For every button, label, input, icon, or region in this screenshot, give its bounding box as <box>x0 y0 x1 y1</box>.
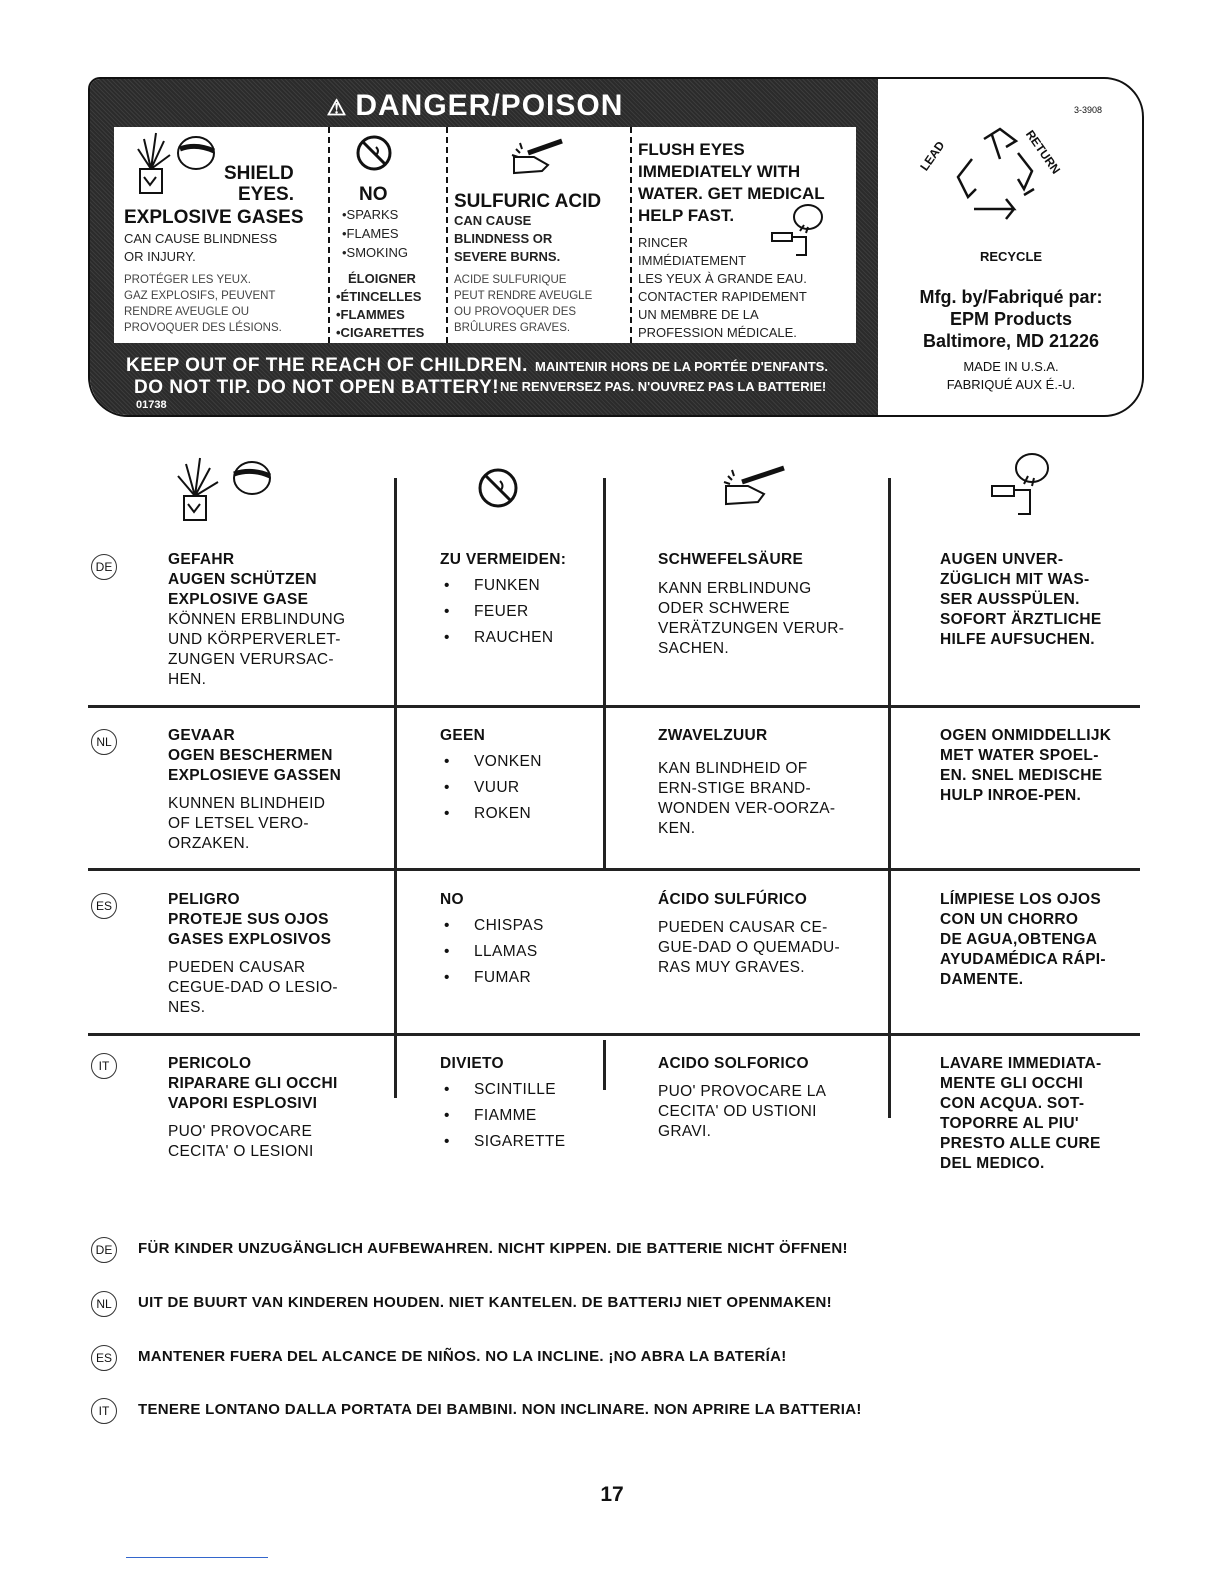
acid-hand-icon <box>508 135 568 177</box>
es-c4-4: AYUDAMÉDICA RÁPI- <box>940 951 1106 968</box>
column-divider <box>888 478 891 1118</box>
col3-l1: CAN CAUSE <box>454 213 532 228</box>
keep-out-text: KEEP OUT OF THE REACH OF CHILDREN. <box>126 355 528 376</box>
do-not-tip-text: DO NOT TIP. DO NOT OPEN BATTERY! <box>134 377 500 398</box>
recycle-icon <box>948 119 1048 239</box>
it-c1-bold-2: RIPARARE GLI OCCHI <box>168 1075 338 1092</box>
col2-fr4: •CIGARETTES <box>336 325 425 340</box>
col2-l1: •SPARKS <box>342 207 399 222</box>
it-c4-6: DEL MEDICO. <box>940 1155 1045 1172</box>
es-c1-bold-3: GASES EXPLOSIVOS <box>168 931 332 948</box>
nl-c2-head: GEEN <box>440 727 486 744</box>
es-c2-head: NO <box>440 891 464 908</box>
nl-c4-1: OGEN ONMIDDELLIJK <box>940 727 1112 744</box>
it-c1-1: PUO' PROVOCARE <box>168 1123 313 1140</box>
footer-rule <box>126 1557 268 1558</box>
lang-badge-es: ES <box>91 893 117 919</box>
de-c1-2: UND KÖRPERVERLET- <box>168 631 341 648</box>
mfg-line2: EPM Products <box>949 309 1073 329</box>
lang-badge-es: ES <box>91 1345 117 1371</box>
col1-fr4: PROVOQUER DES LÉSIONS. <box>124 322 282 334</box>
it-c2-head: DIVIETO <box>440 1055 504 1072</box>
col3-fr3: OU PROVOQUER DES <box>454 306 577 318</box>
es-c4-2: CON UN CHORRO <box>940 911 1079 928</box>
label-hazard-panel <box>114 127 856 343</box>
nl-c1-bold-3: EXPLOSIEVE GASSEN <box>168 767 342 784</box>
return-text: RETURN <box>1022 127 1064 177</box>
nl-c1-3: ORZAKEN. <box>168 835 250 852</box>
it-c4-3: CON ACQUA. SOT- <box>940 1095 1085 1112</box>
it-c4-5: PRESTO ALLE CURE <box>940 1135 1101 1152</box>
list-item: • ROKEN <box>440 801 542 827</box>
battery-warning-label <box>88 77 1144 417</box>
col4-fr3: LES YEUX À GRANDE EAU. <box>638 271 807 286</box>
lang-badge-de: DE <box>91 1237 117 1263</box>
nl-c3-3: WONDEN VER-OORZA- <box>658 800 836 817</box>
nl-c1-1: KUNNEN BLINDHEID <box>168 795 326 812</box>
no-heading: NO <box>359 184 388 205</box>
col1-fr1: PROTÉGER LES YEUX. <box>124 274 251 286</box>
nl-c3-4: KEN. <box>658 820 696 837</box>
de-c3-4: SACHEN. <box>658 640 730 657</box>
de-c2-head: ZU VERMEIDEN: <box>440 551 567 568</box>
nl-c1-bold-2: OGEN BESCHERMEN <box>168 747 333 764</box>
list-item: • FEUER <box>440 599 553 625</box>
page-number: 17 <box>600 1483 624 1506</box>
nl-c4-4: HULP INROE-PEN. <box>940 787 1082 804</box>
acid-hand-icon <box>720 460 790 510</box>
es-c4-5: DAMENTE. <box>940 971 1024 988</box>
de-c2-list <box>440 573 553 651</box>
list-item: • RAUCHEN <box>440 625 553 651</box>
lang-badge-it: IT <box>91 1398 117 1424</box>
lang-badge-nl: NL <box>91 1291 117 1317</box>
nl-c4-3: EN. SNEL MEDISCHE <box>940 767 1103 784</box>
it-c3-head: ACIDO SOLFORICO <box>658 1055 809 1072</box>
de-c4-2: ZÜGLICH MIT WAS- <box>940 571 1090 588</box>
nl-c3-1: KAN BLINDHEID OF <box>658 760 808 777</box>
de-c3-2: ODER SCHWERE <box>658 600 790 617</box>
es-c1-bold-1: PELIGRO <box>168 891 240 908</box>
col3-fr2: PEUT RENDRE AVEUGLE <box>454 290 593 302</box>
col4-fr2: IMMÉDIATEMENT <box>638 253 747 268</box>
it-c4-4: TOPORRE AL PIU' <box>940 1115 1079 1132</box>
list-item: • VONKEN <box>440 749 542 775</box>
col2-l2: •FLAMES <box>342 226 399 241</box>
col4-l1: FLUSH EYES <box>638 140 745 159</box>
es-c4-1: LÍMPIESE LOS OJOS <box>940 891 1101 908</box>
lang-badge-nl: NL <box>91 729 117 755</box>
eyewash-faucet-icon <box>764 203 834 263</box>
lang-badge-de: DE <box>91 554 117 580</box>
shield-heading: SHIELD <box>224 163 294 184</box>
nl-c1-2: OF LETSEL VERO- <box>168 815 309 832</box>
col4-fr1: RINCER <box>638 235 688 250</box>
col4-fr6: PROFESSION MÉDICALE. <box>638 325 797 340</box>
col4-l3: WATER. GET MEDICAL <box>638 184 825 203</box>
col3-l3: SEVERE BURNS. <box>454 249 561 264</box>
es-c4-3: DE AGUA,OBTENGA <box>940 931 1098 948</box>
column-divider <box>603 478 606 868</box>
col1-en-body2: OR INJURY. <box>124 249 196 264</box>
lead-text: LEAD <box>917 138 948 174</box>
made-in-usa: MADE IN U.S.A. <box>963 359 1059 374</box>
label-divider <box>328 127 330 343</box>
footer-warning-es: MANTENER FUERA DEL ALCANCE DE NIÑOS. NO LA INCLINE. ¡NO ABRA LA BATERÍA! <box>138 1348 787 1365</box>
it-c1-2: CECITA' O LESIONI <box>168 1143 314 1160</box>
made-in-usa-fr: FABRIQUÉ AUX É.-U. <box>946 377 1076 392</box>
sulfuric-acid-heading: SULFURIC ACID <box>454 191 602 212</box>
it-c2-list <box>440 1077 565 1155</box>
de-c1-bold-3: EXPLOSIVE GASE <box>168 591 309 608</box>
nl-c4-2: MET WATER SPOEL- <box>940 747 1099 764</box>
list-item: • LLAMAS <box>440 939 544 965</box>
col3-fr1: ACIDE SULFURIQUE <box>454 274 567 286</box>
de-c4-4: SOFORT ÄRZTLICHE <box>940 611 1102 628</box>
explosion-goggles-icon <box>172 452 282 524</box>
col2-fr2: •ÉTINCELLES <box>336 289 422 304</box>
it-c1-bold-3: VAPORI ESPLOSIVI <box>168 1095 318 1112</box>
list-item: • VUUR <box>440 775 542 801</box>
col2-fr1: ÉLOIGNER <box>348 271 416 286</box>
de-c1-bold-2: AUGEN SCHÜTZEN <box>168 571 317 588</box>
list-item: • SCINTILLE <box>440 1077 565 1103</box>
row-divider <box>88 705 1140 708</box>
es-c2-list <box>440 913 544 991</box>
list-item: • FUMAR <box>440 965 544 991</box>
row-divider <box>88 1033 1140 1036</box>
row-divider <box>88 868 1140 871</box>
de-c4-3: SER AUSSPÜLEN. <box>940 591 1080 608</box>
es-c1-3: NES. <box>168 999 206 1016</box>
list-item: • SIGARETTE <box>440 1129 565 1155</box>
warning-triangle-icon: ⚠ <box>326 95 348 120</box>
keep-out-text-fr: MAINTENIR HORS DE LA PORTÉE D'ENFANTS. <box>535 359 828 374</box>
eyewash-faucet-icon <box>986 450 1066 526</box>
nl-c2-list <box>440 749 542 827</box>
column-divider <box>394 478 397 1098</box>
mfg-line1: Mfg. by/Fabriqué par: <box>919 287 1103 307</box>
it-c4-2: MENTE GLI OCCHI <box>940 1075 1084 1092</box>
no-smoking-icon <box>476 466 520 510</box>
col4-fr4: CONTACTER RAPIDEMENT <box>638 289 807 304</box>
col3-l2: BLINDNESS OR <box>454 231 553 246</box>
it-c3-3: GRAVI. <box>658 1123 712 1140</box>
col4-fr5: UN MEMBRE DE LA <box>638 307 759 322</box>
col4-l4: HELP FAST. <box>638 206 735 225</box>
mfg-line3: Baltimore, MD 21226 <box>922 331 1100 351</box>
es-c1-2: CEGUE-DAD O LESIO- <box>168 979 338 996</box>
footer-warning-nl: UIT DE BUURT VAN KINDEREN HOUDEN. NIET KANTELEN. DE BATTERIJ NIET OPENMAKEN! <box>138 1294 832 1311</box>
eyes-heading: EYES. <box>238 184 294 205</box>
explosion-goggles-icon <box>134 127 224 197</box>
label-title <box>260 89 690 123</box>
es-c3-1: PUEDEN CAUSAR CE- <box>658 919 828 936</box>
explosive-gases-heading: EXPLOSIVE GASES <box>124 207 304 228</box>
no-smoking-icon <box>354 133 394 173</box>
de-c1-bold-1: GEFAHR <box>168 551 235 568</box>
de-c4-5: HILFE AUFSUCHEN. <box>940 631 1095 648</box>
col3-fr4: BRÛLURES GRAVES. <box>454 322 571 334</box>
col1-fr3: RENDRE AVEUGLE OU <box>124 306 250 318</box>
label-dark-panel <box>90 79 878 415</box>
es-c3-2: GUE-DAD O QUEMADU- <box>658 939 840 956</box>
es-c1-bold-2: PROTEJE SUS OJOS <box>168 911 329 928</box>
col2-l3: •SMOKING <box>342 245 408 260</box>
nl-c3-2: ERN-STIGE BRAND- <box>658 780 811 797</box>
es-c3-head: ÁCIDO SULFÚRICO <box>658 891 808 908</box>
col1-en-body1: CAN CAUSE BLINDNESS <box>124 231 278 246</box>
de-c1-1: KÖNNEN ERBLINDUNG <box>168 611 346 628</box>
de-c1-4: HEN. <box>168 671 207 688</box>
list-item: • FIAMME <box>440 1103 565 1129</box>
it-c1-bold-1: PERICOLO <box>168 1055 252 1072</box>
de-c3-head: SCHWEFELSÄURE <box>658 551 804 568</box>
it-c4-1: LAVARE IMMEDIATA- <box>940 1055 1102 1072</box>
col2-fr3: •FLAMMES <box>336 307 405 322</box>
col1-fr2: GAZ EXPLOSIFS, PEUVENT <box>124 290 276 302</box>
list-item: • FUNKEN <box>440 573 553 599</box>
de-c3-1: KANN ERBLINDUNG <box>658 580 812 597</box>
column-divider <box>603 1040 606 1090</box>
label-title-text: DANGER/POISON <box>355 89 624 122</box>
de-c4-1: AUGEN UNVER- <box>940 551 1064 568</box>
footer-warning-it: TENERE LONTANO DALLA PORTATA DEI BAMBINI. NON INCLINARE. NON APRIRE LA BATTERIA! <box>138 1401 862 1418</box>
col4-l2: IMMEDIATELY WITH <box>638 162 801 181</box>
do-not-tip-text-fr: NE RENVERSEZ PAS. N'OUVREZ PAS LA BATTERIE! <box>500 379 827 394</box>
nl-c3-head: ZWAVELZUUR <box>658 727 768 744</box>
nl-c1-bold-1: GEVAAR <box>168 727 235 744</box>
footer-warning-de: FÜR KINDER UNZUGÄNGLICH AUFBEWAHREN. NICHT KIPPEN. DIE BATTERIE NICHT ÖFFNEN! <box>138 1240 848 1257</box>
list-item: • CHISPAS <box>440 913 544 939</box>
es-c3-3: RAS MUY GRAVES. <box>658 959 805 976</box>
label-code: 01738 <box>136 399 167 411</box>
es-c1-1: PUEDEN CAUSAR <box>168 959 306 976</box>
part-number: 3-3908 <box>1074 105 1103 115</box>
de-c3-3: VERÄTZUNGEN VERUR- <box>658 620 845 637</box>
it-c3-1: PUO' PROVOCARE LA <box>658 1083 827 1100</box>
de-c1-3: ZUNGEN VERURSAC- <box>168 651 334 668</box>
recycle-text: RECYCLE <box>979 249 1043 264</box>
it-c3-2: CECITA' OD USTIONI <box>658 1103 817 1120</box>
label-divider <box>630 127 632 343</box>
label-divider <box>446 127 448 343</box>
lang-badge-it: IT <box>91 1053 117 1079</box>
